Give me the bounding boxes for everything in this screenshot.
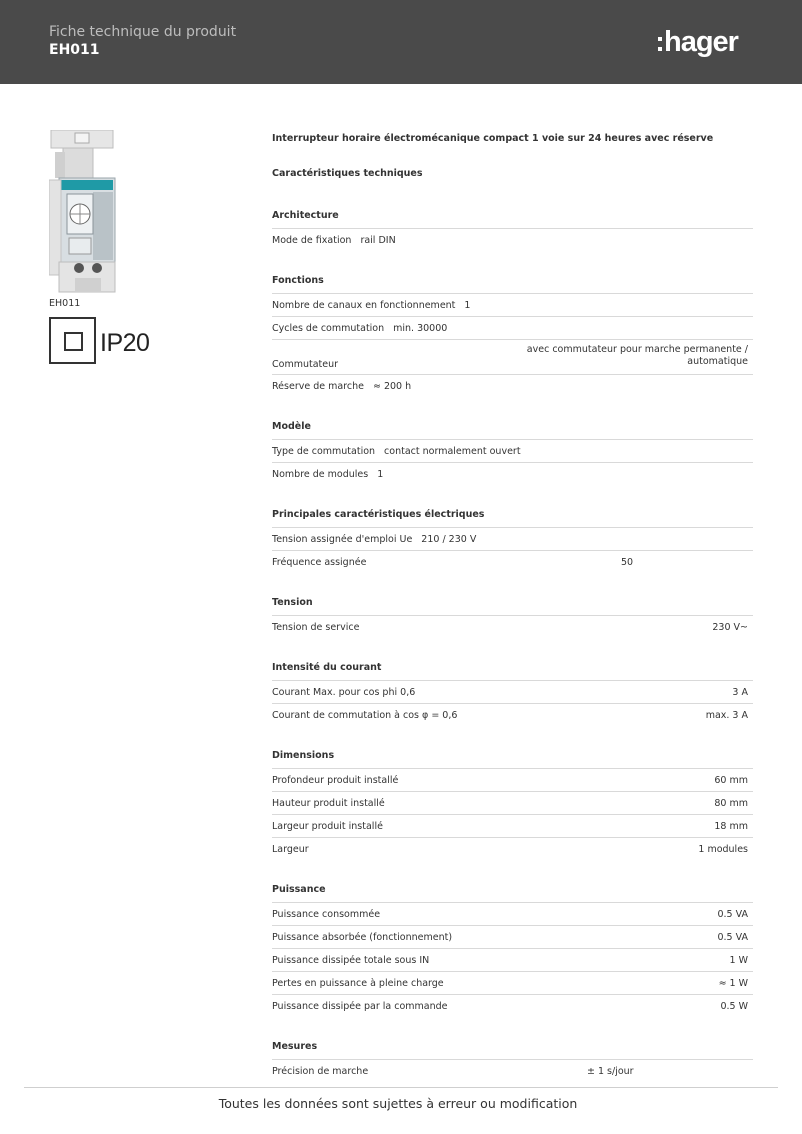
- ip-square-icon: [64, 332, 83, 351]
- product-code-label: EH011: [49, 298, 81, 309]
- section-title: Dimensions: [272, 744, 753, 769]
- logo-dots-icon: [658, 37, 662, 51]
- section-electrical: [272, 503, 753, 573]
- product-title: Interrupteur horaire électromécanique compact 1 voie sur 24 heures avec réserve: [272, 133, 714, 144]
- spec-value: min. 30000: [393, 322, 448, 334]
- spec-row: [272, 681, 753, 704]
- spec-label: Nombre de canaux en fonctionnement: [272, 299, 456, 311]
- header-product-code: EH011: [49, 42, 100, 58]
- logo-text: hager: [664, 25, 738, 58]
- spec-value: 60 mm: [714, 774, 748, 786]
- spec-label: Largeur: [272, 843, 309, 855]
- spec-label: Cycles de commutation: [272, 322, 385, 334]
- spec-value: 18 mm: [714, 820, 748, 832]
- spec-value: ± 1 s/jour: [587, 1065, 634, 1077]
- spec-value: 1 W: [729, 954, 748, 966]
- spec-value: 0.5 VA: [717, 908, 748, 920]
- spec-row: [272, 294, 753, 317]
- section-modele: [272, 415, 753, 485]
- spec-label: Mode de fixation: [272, 234, 352, 246]
- spec-label: Largeur produit installé: [272, 820, 383, 832]
- section-fonctions: [272, 269, 753, 397]
- spec-row: [272, 1060, 753, 1082]
- spec-row: [272, 340, 753, 375]
- footer-divider: [24, 1087, 778, 1088]
- spec-value: avec commutateur pour marche permanente / automatique: [526, 344, 748, 367]
- spec-label: Fréquence assignée: [272, 556, 367, 568]
- spec-value: max. 3 A: [705, 709, 748, 721]
- spec-row: [272, 815, 753, 838]
- spec-value: 0.5 W: [720, 1000, 748, 1012]
- spec-row: [272, 704, 753, 726]
- spec-row: [272, 769, 753, 792]
- spec-row: [272, 229, 753, 251]
- spec-label: Courant de commutation à cos φ = 0,6: [272, 709, 458, 721]
- spec-label: Profondeur produit installé: [272, 774, 399, 786]
- spec-label: Puissance dissipée par la commande: [272, 1000, 448, 1012]
- spec-label: Pertes en puissance à pleine charge: [272, 977, 444, 989]
- spec-value: 1: [464, 299, 471, 311]
- din-rail-timer-image: [49, 130, 117, 295]
- spec-value: 1 modules: [698, 843, 748, 855]
- spec-label: Précision de marche: [272, 1065, 369, 1077]
- spec-value: 0.5 VA: [717, 931, 748, 943]
- spec-label: Courant Max. pour cos phi 0,6: [272, 686, 416, 698]
- spec-row: [272, 972, 753, 995]
- spec-row: [272, 838, 753, 860]
- spec-value: ≈ 1 W: [718, 977, 748, 989]
- spec-row: [272, 616, 753, 638]
- section-power: [272, 878, 753, 1017]
- section-title: Intensité du courant: [272, 656, 753, 681]
- page-header: [0, 0, 802, 84]
- section-title: Puissance: [272, 878, 753, 903]
- spec-label: Tension de service: [272, 621, 360, 633]
- ip-rating-text: IP20: [100, 329, 150, 357]
- spec-row: [272, 995, 753, 1017]
- spec-value: 230 V~: [712, 621, 748, 633]
- specs-title: Caractéristiques techniques: [272, 168, 423, 179]
- section-title: Principales caractéristiques électriques: [272, 503, 753, 528]
- spec-value: rail DIN: [360, 234, 396, 246]
- spec-row: [272, 949, 753, 972]
- spec-value: 80 mm: [714, 797, 748, 809]
- spec-row: [272, 551, 753, 573]
- spec-row: [272, 440, 753, 463]
- ip-rating-icon: [49, 317, 96, 364]
- section-current: [272, 656, 753, 726]
- spec-value: 1: [377, 468, 384, 480]
- spec-row: [272, 463, 753, 485]
- spec-label: Hauteur produit installé: [272, 797, 385, 809]
- section-tension: [272, 591, 753, 638]
- spec-value: contact normalement ouvert: [384, 445, 521, 457]
- spec-row: [272, 317, 753, 340]
- spec-label: Nombre de modules: [272, 468, 369, 480]
- spec-row: [272, 375, 753, 397]
- section-title: Fonctions: [272, 269, 753, 294]
- spec-label: Puissance dissipée totale sous IN: [272, 954, 430, 966]
- spec-row: [272, 792, 753, 815]
- footer-disclaimer: Toutes les données sont sujettes à erreur ou modification: [218, 1096, 578, 1111]
- spec-label: Type de commutation: [272, 445, 376, 457]
- spec-label: Puissance absorbée (fonctionnement): [272, 931, 453, 943]
- section-measures: [272, 1035, 753, 1082]
- spec-row: [272, 926, 753, 949]
- spec-label: Tension assignée d'emploi Ue: [272, 533, 413, 545]
- spec-row: [272, 903, 753, 926]
- header-subtitle: Fiche technique du produit: [49, 24, 237, 40]
- spec-value: 50: [621, 556, 634, 568]
- spec-label: Réserve de marche: [272, 380, 364, 392]
- section-title: Architecture: [272, 204, 753, 229]
- section-dimensions: [272, 744, 753, 860]
- section-title: Modèle: [272, 415, 753, 440]
- spec-content: [272, 126, 753, 1082]
- spec-value: 210 / 230 V: [421, 533, 477, 545]
- spec-row: [272, 528, 753, 551]
- spec-value: 3 A: [732, 686, 748, 698]
- section-architecture: [272, 204, 753, 251]
- hager-logo: [658, 24, 738, 60]
- spec-label: Puissance consommée: [272, 908, 381, 920]
- spec-label: Commutateur: [272, 359, 339, 370]
- spec-value: ≈ 200 h: [372, 380, 412, 392]
- section-title: Tension: [272, 591, 753, 616]
- section-title: Mesures: [272, 1035, 753, 1060]
